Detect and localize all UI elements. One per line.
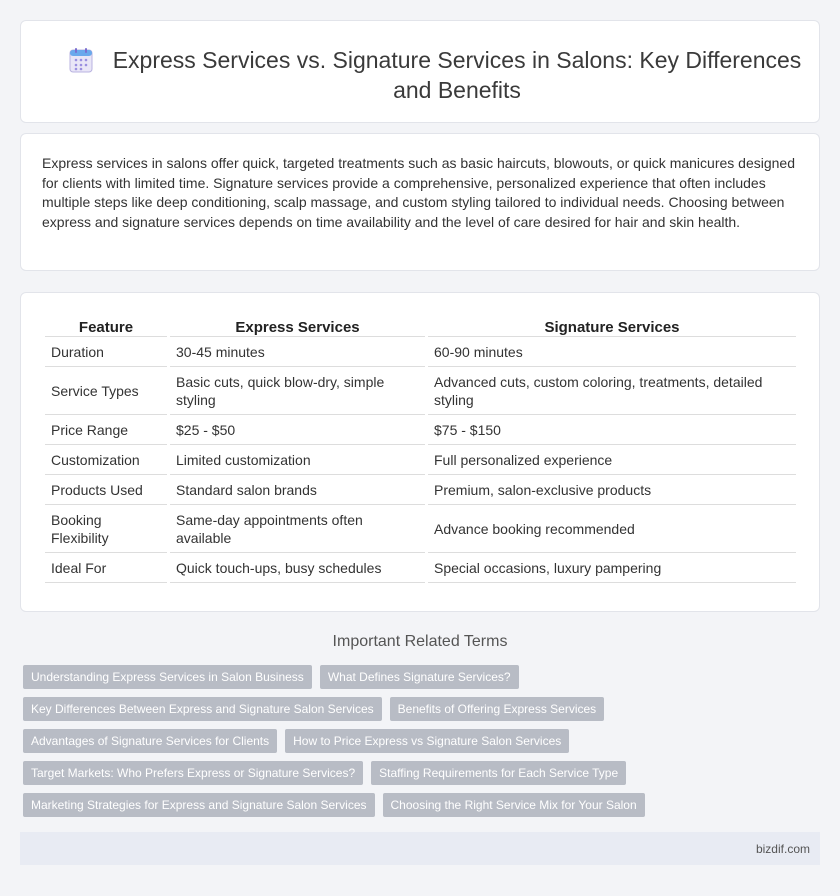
table-cell: Service Types	[45, 367, 167, 415]
intro-card	[20, 133, 820, 271]
table-cell: Booking Flexibility	[45, 505, 167, 553]
table-cell: Special occasions, luxury pampering	[428, 553, 796, 583]
related-term-tag[interactable]: Staffing Requirements for Each Service Type	[371, 761, 626, 785]
table-cell: Same-day appointments often available	[170, 505, 425, 553]
table-cell: Customization	[45, 445, 167, 475]
footer	[20, 832, 820, 865]
related-term-tag[interactable]: What Defines Signature Services?	[320, 665, 519, 689]
related-term-tag[interactable]: Key Differences Between Express and Signature Salon Services	[23, 697, 382, 721]
table-row	[45, 445, 796, 475]
table-row	[45, 553, 796, 583]
related-term-tag[interactable]: Advantages of Signature Services for Clients	[23, 729, 277, 753]
table-row	[45, 505, 796, 553]
header-feature: Feature	[45, 315, 167, 337]
table-cell: Advance booking recommended	[428, 505, 796, 553]
table-cell: Products Used	[45, 475, 167, 505]
table-cell: Price Range	[45, 415, 167, 445]
table-row	[45, 475, 796, 505]
page-title: Express Services vs. Signature Services in Salons: Key Differences and Benefits	[112, 47, 802, 103]
table-cell: Advanced cuts, custom coloring, treatments, detailed styling	[428, 367, 796, 415]
related-term-tag[interactable]: Benefits of Offering Express Services	[390, 697, 605, 721]
comparison-table	[42, 315, 799, 583]
table-row	[45, 415, 796, 445]
related-term-tag[interactable]: Marketing Strategies for Express and Signature Salon Services	[23, 793, 375, 817]
footer-site-link[interactable]: bizdif.com	[755, 842, 810, 856]
related-term-tag[interactable]: How to Price Express vs Signature Salon Services	[285, 729, 569, 753]
table-cell: Standard salon brands	[170, 475, 425, 505]
related-term-tag[interactable]: Target Markets: Who Prefers Express or Signature Services?	[23, 761, 363, 785]
related-terms-heading: Important Related Terms	[332, 633, 508, 650]
header-signature: Signature Services	[428, 315, 796, 337]
comparison-card	[20, 292, 820, 612]
related-term-tag[interactable]: Understanding Express Services in Salon Business	[23, 665, 312, 689]
table-cell: $75 - $150	[428, 415, 796, 445]
title-card	[20, 20, 820, 123]
table-cell: Premium, salon-exclusive products	[428, 475, 796, 505]
table-cell: Full personalized experience	[428, 445, 796, 475]
table-cell: $25 - $50	[170, 415, 425, 445]
related-terms-list	[23, 665, 813, 825]
table-cell: Ideal For	[45, 553, 167, 583]
intro-paragraph: Express services in salons offer quick, targeted treatments such as basic haircuts, blowouts, or quick manicures designed for clients with limited time. Signature services provide a comprehensive, personalized experience that often includes multiple steps like deep conditioning, scalp massage, and custom styling tailored to individual needs. Choosing between express and signature services depends on time availability and the level of care desired for hair and skin health.	[42, 155, 795, 230]
table-cell: 60-90 minutes	[428, 337, 796, 367]
header-express: Express Services	[170, 315, 425, 337]
table-cell: Quick touch-ups, busy schedules	[170, 553, 425, 583]
table-cell: Limited customization	[170, 445, 425, 475]
table-header-row	[45, 315, 796, 337]
table-cell: Basic cuts, quick blow-dry, simple styling	[170, 367, 425, 415]
table-cell: 30-45 minutes	[170, 337, 425, 367]
table-row	[45, 337, 796, 367]
related-term-tag[interactable]: Choosing the Right Service Mix for Your Salon	[383, 793, 645, 817]
table-row	[45, 367, 796, 415]
table-cell: Duration	[45, 337, 167, 367]
